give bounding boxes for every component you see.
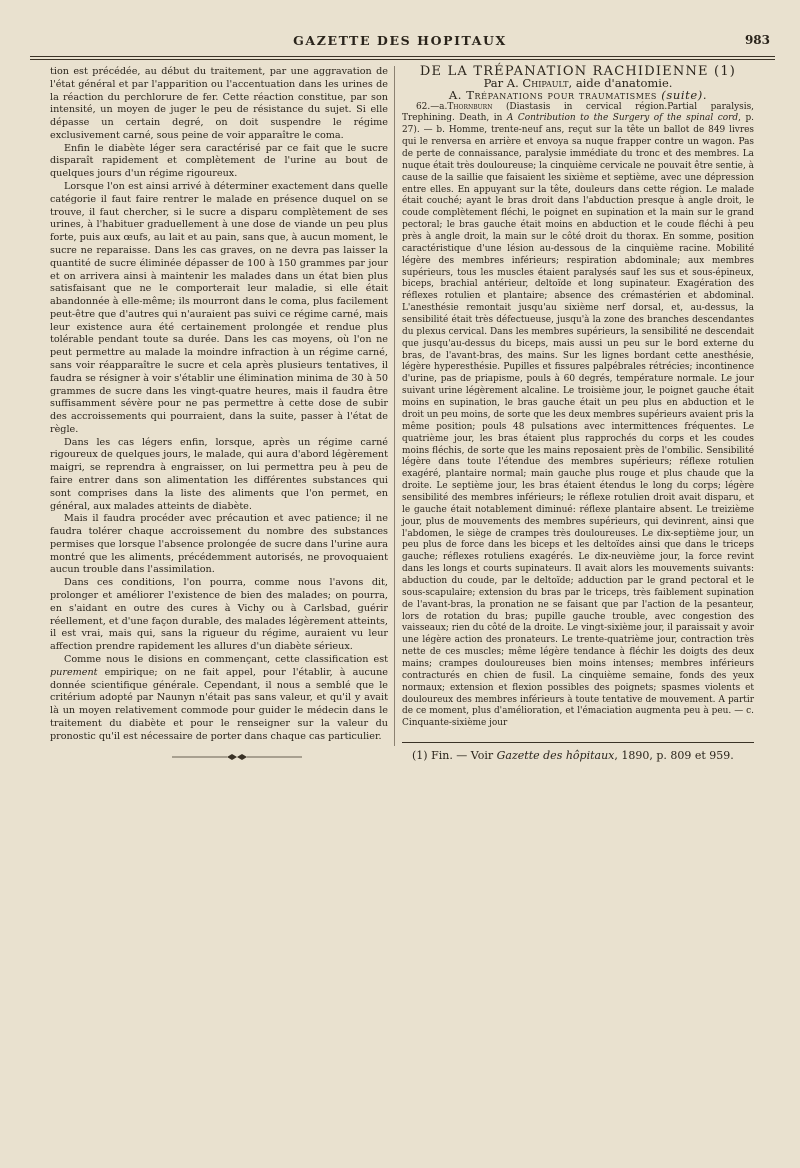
paragraph: Dans ces conditions, l'on pourra, comme nous l'avons dit, prolonger et améliorer l'existence de bien des malades; on pourra, en s'aidant en outre des cures à Vichy ou à Carlsbad, guérir réellement, et d'une façon durable, des malades légèrement atteints, il est vrai, mais qui, sans la rigueur du régime, auraient vu leur affection prendre rapidement les allures d'un diabète sérieux. bbox=[50, 577, 388, 653]
byline-suffix: , aide d'anatomie. bbox=[568, 75, 673, 90]
paragraph: Enfin le diabète léger sera caractérisé par ce fait que le sucre disparaît rapidement et complètement de l'urine au bout de quelques jours d'un régime rigoureux. bbox=[50, 142, 388, 180]
paragraph: tion est précédée, au début du traitement, par une aggravation de l'état général et par l'apparition ou l'accentuation dans les urines de la réaction du perchlorure de fer. Cette réaction constitue, par son intensité, un moyen de juger le peu de résistance du sujet. Si elle dépasse un certain degré, on doit suspendre le régime exclusivement carné, sous peine de voir apparaître le coma. bbox=[50, 66, 388, 141]
footnote-rule bbox=[402, 742, 754, 743]
paragraph: Dans les cas légers enfin, lorsque, après un régime carné rigoureux de quelques jours, le malade, qui aura d'abord légèrement maigri, se reprendra à engraisser, on lui permettra peu à peu de faire entrer dans son alimentation les différentes substances qui sont comprises dans la liste des aliments que l'on permet, en général, aux malades atteints de diabète. bbox=[50, 436, 388, 512]
footnote-prefix: (1) Fin. — Voir bbox=[412, 749, 497, 762]
footnote bbox=[412, 749, 752, 763]
section-subhead bbox=[402, 87, 754, 102]
case-title: (Diastasis in cervical région.Partial paralysis, Trephining. Death, in bbox=[402, 101, 754, 124]
author-name: Chipault bbox=[522, 75, 569, 90]
page-number: 983 bbox=[744, 33, 770, 47]
paragraph: Mais il faudra procéder avec précaution et avec patience; il ne faudra tolérer chaque accroissement du nombre des substances permises que lorsque l'absence prolongée de sucre dans l'urine aura montré que les aliments, précédemment autorisés, ne provoquaient aucun trouble dans l'assimilation. bbox=[50, 513, 388, 576]
end-ornament bbox=[172, 752, 302, 762]
running-head bbox=[0, 33, 800, 53]
header-double-rule bbox=[30, 56, 775, 60]
byline-prefix: Par A. bbox=[483, 75, 523, 90]
left-column bbox=[50, 66, 388, 743]
case-author: Thornburn bbox=[447, 101, 493, 112]
emphasis: purement bbox=[50, 666, 98, 678]
case-body: , p. 27). — b. Homme, trente-neuf ans, reçut sur la tête un ballot de 849 livres qui le renversa en arrière et envoya sa nuque frapper contre un wagon. Pas de perte de connaissance, paralysie immédiate du tronc et des membres. La nuque était très douloureuse; la cinquième cervicale ne pouvait être sentie, à cause de la saillie que faisaient les sixième et septième, avec une dépression entre elles. En appuyant sur la tête, douleurs dans cette région. Le malade était couché; ayant le bras droit dans l'abduction presque à angle droit, le coude complètement fléchi, le poignet en supination et la main sur le grand pectoral; le bras gauche était moins en abduction et le coude fléchi à peu près à angle droit, la main sur le côté droit du thorax. En somme, position caractéristique d'une lésion au-dessous de la cinquième racine. Mobilité légère des membres inférieurs; respiration abdominale; aux membres supérieurs, tous les muscles étaient paralysés sauf les sus et sous-épineux, biceps, brachial antérieur, deltoïde et long supinateur. Exagération des réflexes rotulien et plantaire; absence des crémastérien et abdominal. L'anesthésie remontait jusqu'au sixième nerf dorsal, et, au-dessus, la sensibilité était très défectueuse, jusqu'à la zone des branches descendantes du plexus cervical. Dans les membres supérieurs, la sensibilité ne descendait que jusqu'au-dessus du biceps, mais aussi un peu sur le bord externe du bras, de l'avant-bras, des mains. Sur les lignes bordant cette anesthésie, légère hyperesthésie. Pupilles et fissures palpébrales rétrécies; incontinence d'urine, pas de priapisme, pouls à 60 degrés, température normale. Le jour suivant urine légèrement alcaline. Le troisième jour, le poignet gauche était moins en supination, le bras gauche était un peu plus en abduction et le droit un peu moins, de sorte que les deux membres supérieurs avaient pris la même position; pouls 48 pulsations avec intermittences fréquentes. Le quatrième jour, les bras étaient plus rapprochés du corps et les coudes moins fléchis, de sorte que les mains reposaient près de l'ombilic. Sensibilité légère dans toute l'étendue des membres supérieurs; réflexe rotulien exagéré, plantaire normal; main gauche plus rouge et plus chaude que la droite. Le septième jour, les bras étaient étendus le long du corps; légère sensibilité des membres inférieurs; le réflexe rotulien droit avait disparu, et le gauche était notablement diminué: réflexe plantaire absent. Le treizième jour, plus de mouvements des membres supérieurs, qui devinrent, ainsi que l'abdomen, le siège de crampes très douloureuses. Le dix-septième jour, un peu plus de force dans les biceps et les deltoïdes ainsi que dans le triceps gauche; réflexes rotuliens exagérés. Le dix-neuvième jour, la force revint dans les longs et courts supinateurs. Il avait alors les mouvements suivants: abduction du coude, par le deltoïde; adduction par le grand pectoral et le sous-scapulaire; extension du bras par le triceps, très faiblement supination de l'avant-bras, la pronation ne se faisant que par l'action de la pesanteur, lors de rotation du bras; pupille gauche trouble, avec congestion des vaisseaux; rien du côté de la droite. Le vingt-sixième jour, il paraissait y avoir une légère action des pronateurs. Le trente-quatrième jour, contraction très nette de ces muscles; même légère tendance à fléchir les doigts des deux mains; crampes douloureuses bien moins intenses; membres inférieurs contracturés en chien de fusil. La cinquième semaine, fonds des yeux normaux; extension et flexion possibles des poignets; spasmes violents et douloureux des membres inférieurs à toute tentative de mouvement. A partir de ce moment, plus d'amélioration, et l'émaciation augmenta peu à peu. — c. Cinquante-sixième jour bbox=[402, 113, 755, 729]
case-title-italic: A Contribution to the Surgery of the spinal cord bbox=[506, 113, 739, 124]
column-divider bbox=[394, 66, 395, 746]
text-run: Comme nous le disions en commençant, cette classification est bbox=[64, 653, 388, 665]
subhead-suffix: (suite). bbox=[657, 87, 708, 102]
footnote-suffix: , 1890, p. 809 et 959. bbox=[614, 749, 734, 762]
paragraph-last bbox=[50, 654, 388, 743]
text-run: empirique; on ne fait appel, pour l'établir, à aucune donnée scientifique générale. Cependant, il nous a semblé que le critérium adopté par Naunyn n'était pas sans valeur, et qu'il y avait là un moyen relativement commode pour guider le médecin dans le traitement du diabète et pour le renseigner sur la valeur du pronostic qu'il est nécessaire de porter dans chaque cas particulier. bbox=[50, 666, 388, 742]
article-title: DE LA TRÉPANATION RACHIDIENNE (1) bbox=[419, 64, 737, 79]
case-number: 62.—a. bbox=[416, 101, 448, 112]
paragraph: Lorsque l'on est ainsi arrivé à déterminer exactement dans quelle catégorie il faut faire rentrer le malade en présence duquel on se trouve, il faut chercher, si le sucre a disparu complètement de ses urines, à l'habituer graduellement à une dose de viande un peu plus forte, puis aux œufs, au lait et au pain, sans que, à aucun moment, le sucre ne reparaisse. Dans les cas graves, on ne devra pas laisser la quantité de sucre éliminée dépasser de 100 à 150 grammes par jour et on arrivera ainsi à maintenir les malades dans un état bien plus satisfaisant que ne le comporterait leur maladie, si elle était abandonnée à elle-même; ils mourront dans le coma, plus facilement peut-être que d'autres qui n'auraient pas suivi ce régime carné, mais leur existence aura été certainement prolongée et rendue plus tolérable pendant toute sa durée. Dans les cas moyens, où l'on ne peut permettre au malade la moindre infraction à un régime carné, sans voir réapparaître le sucre et cela après plusieurs tentatives, il faudra se résigner à voir s'établir une élimination minima de 30 à 50 grammes de sucre dans les vingt-quatre heures, mais il faudra être suffisamment sévère pour ne pas permettre à cette dose de subir des accroissements qui pourraient, dans la suite, passer à l'état de règle. bbox=[50, 181, 388, 435]
footnote-journal: Gazette des hôpitaux bbox=[496, 749, 615, 762]
subhead-label: Trépanations pour traumatismes bbox=[466, 87, 658, 102]
subhead-prefix: A. bbox=[448, 87, 467, 102]
case-paragraph bbox=[402, 102, 754, 731]
right-column bbox=[402, 66, 754, 730]
running-title: GAZETTE DES HOPITAUX bbox=[293, 33, 507, 48]
